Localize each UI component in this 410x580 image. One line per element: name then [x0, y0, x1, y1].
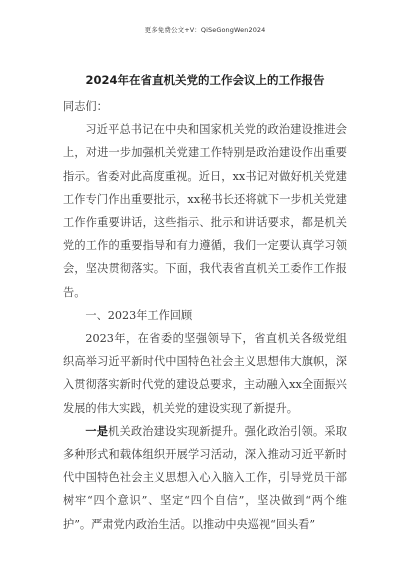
- paragraph-review: 2023年，在省委的坚强领导下，省直机关各级党组织高举习近平新时代中国特色社会主义思想伟大旗帜，深入贯彻落实新时代党的建设总要求，主动融入xx全面振兴发展的伟大实践，机关党的建设实现了新提升。: [63, 332, 347, 415]
- document-body: [63, 95, 347, 536]
- item-lead: 一是: [85, 423, 109, 438]
- salutation: 同志们：: [63, 100, 108, 113]
- paragraph-item-one: [63, 420, 347, 536]
- header-note: 更多免费公文+V：QiSeGongWen2024: [144, 26, 266, 34]
- item-text: 强化政治引领。采取多种形式和载体组织开展学习活动，深入推动习近平新时代中国特色社会主义思想入心入脑入工作，引导党员干部树牢“四个意识”、坚定“四个自信”，坚决做到“两个维护”。严肃党内政治生活。以推动中央巡视“回头看”: [63, 424, 347, 531]
- document-title: 2024年在省直机关党的工作会议上的工作报告: [85, 73, 325, 87]
- section-heading: 一、2023年工作回顾: [85, 308, 193, 322]
- item-lead-rest: 机关政治建设实现新提升。: [108, 424, 245, 438]
- paragraph-intro: 习近平总书记在中央和国家机关党的政治建设推进会上，对进一步加强机关党建工作特别是政治建设作出重要指示。省委对此高度重视。近日，xx书记对做好机关党建工作专门作出重要批示，xx秘书长还将就下一步机关党建工作作重要讲话，这些指示、批示和讲话要求，都是机关党的工作的重要指导和有力遵循，我们一定要认真学习领会，坚决贯彻落实。下面，我代表省直机关工委作工作报告。: [63, 123, 347, 299]
